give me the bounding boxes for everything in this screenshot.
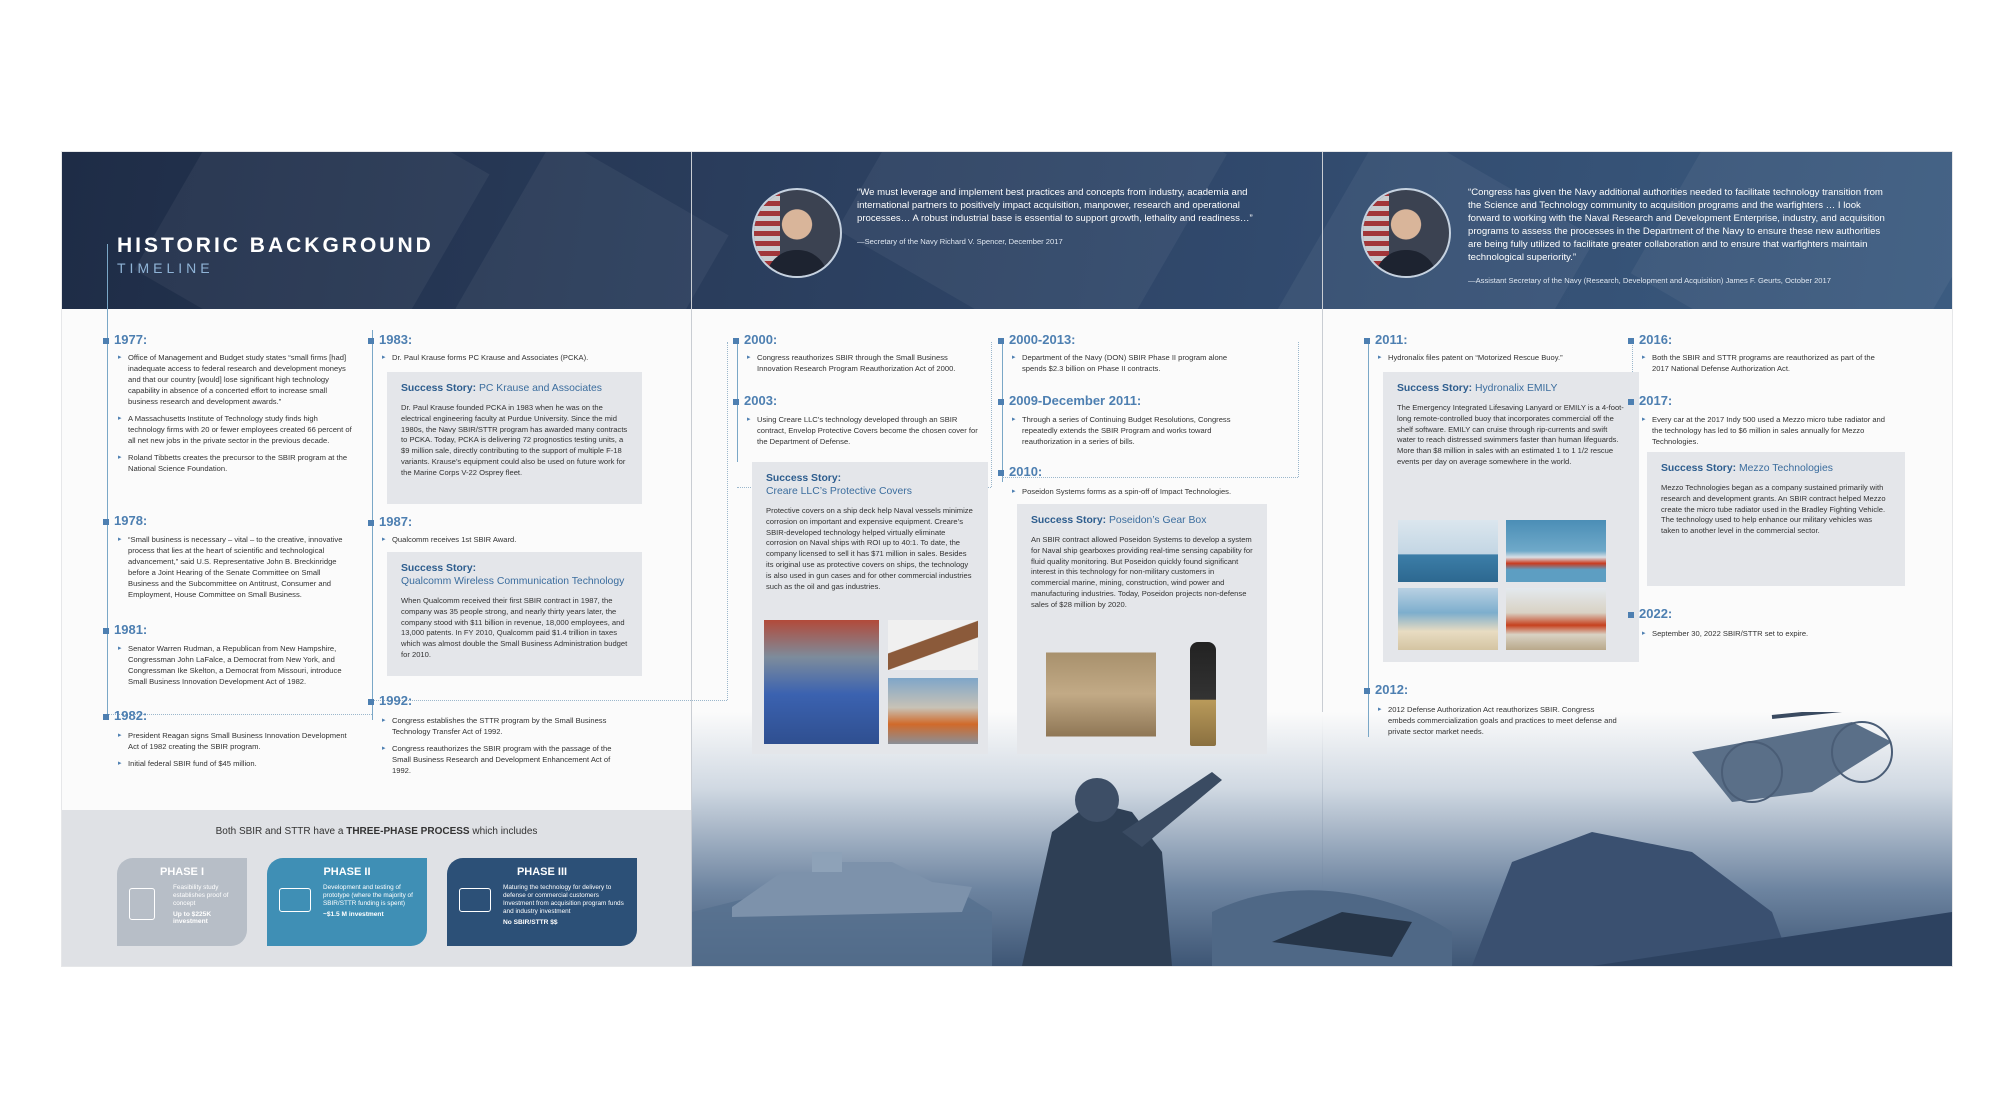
timeline-item: ▸ Initial federal SBIR fund of $45 million. <box>118 758 353 769</box>
year-1977-items <box>118 352 353 480</box>
story-title: Success Story: Hydronalix EMILY <box>1397 383 1558 394</box>
year-2016: 2016: <box>1628 332 1672 347</box>
timeline-connector <box>991 342 992 487</box>
brochure-spread <box>62 152 1952 966</box>
story-body: When Qualcomm received their first SBIR contract in 1987, the company was 35 people strong, and nearly thirty years later, the company stood with $11 billion in revenue, 18,000 employees, and 13,000 patents. In FY 2010, Qualcomm paid $1.4 trillion in taxes which was almost double the Small Business Administration budget for 2010. <box>401 596 628 659</box>
timeline-item: ▸ Dr. Paul Krause forms PC Krause and Associates (PCKA). <box>382 352 627 363</box>
phase-desc: Development and testing of prototype (where the majority of SBIR/STTR funding is spent) <box>323 884 413 907</box>
quote-text: “Congress has given the Navy additional authorities needed to facilitate technology transition from the Science and Technology community to acquisition programs and the warfighters … I look forward to working with the Naval Research and Development Enterprise, industry, and acquisition programs to assess the processes in the Department of the Navy to ensure these new authorities are being fully utilized to facilitate greater collaboration and to ensure that warfighters maintain technological superiority.” <box>1468 187 1885 263</box>
page-title <box>117 234 434 276</box>
devices-icon <box>459 888 491 912</box>
success-story-pcka <box>387 372 642 504</box>
timeline-connector <box>1298 342 1299 477</box>
timeline-connector <box>1002 477 1298 478</box>
timeline-connector <box>372 700 727 701</box>
timeline-item: ▸ Congress reauthorizes the SBIR program with the passage of the Small Business Research and Development Enhancement Act of 1992. <box>382 743 627 776</box>
year-2022: 2022: <box>1628 606 1672 621</box>
timeline-item: ▸ September 30, 2022 SBIR/STTR set to expire. <box>1642 628 1892 639</box>
phase-amount: No SBIR/STTR $$ <box>503 919 558 926</box>
phase-name: PHASE I <box>159 866 204 878</box>
year-1978-items <box>118 534 353 606</box>
year-2011-items <box>1378 352 1618 369</box>
year-2022-items <box>1642 628 1892 645</box>
timeline-item: ▸ Every car at the 2017 Indy 500 used a Mezzo micro tube radiator and the technology has led to $6 million in sales annually for Mezzo Technologies. <box>1642 414 1892 447</box>
year-2012-items <box>1378 704 1618 743</box>
quote-geurts <box>1468 186 1888 287</box>
phase-desc: Maturing the technology for delivery to defense or commercial customers Investment from acquisition program funds and industry investment <box>503 884 624 915</box>
year-2016-items <box>1642 352 1892 380</box>
story-title: Success Story: Poseidon’s Gear Box <box>1031 515 1207 526</box>
success-story-mezzo <box>1647 452 1905 586</box>
gearbox-sensor-photo <box>1046 644 1156 744</box>
timeline-item: ▸ Using Creare LLC’s technology developed through an SBIR contract, Envelop Protective Covers become the chosen cover for the Department of Defense. <box>747 414 982 447</box>
year-1983-items <box>382 352 627 369</box>
portrait-spencer <box>752 188 842 278</box>
year-2011: 2011: <box>1364 332 1408 347</box>
subtitle-text: TIMELINE <box>117 260 214 276</box>
story-body: An SBIR contract allowed Poseidon Systems to develop a system for Naval ship gearboxes providing real-time sensing capability for fluid quality monitoring. But Poseidon quickly found significant interest in this technology for non-military customers in commercial marine, mining, construction, wind power and manufacturing industries. Today, Poseidon projects non-defense sales of $28 million by 2020. <box>1031 535 1253 609</box>
timeline-item: ▸ Congress establishes the STTR program by the Small Business Technology Transfer Act of 1992. <box>382 715 627 737</box>
year-2000: 2000: <box>733 332 777 347</box>
equipment-cover-photo <box>888 678 978 744</box>
year-1978: 1978: <box>103 513 147 528</box>
year-2003-items <box>747 414 982 453</box>
phase-2-card <box>267 858 427 946</box>
year-1981-items <box>118 643 353 693</box>
year-2009-2011: 2009-December 2011: <box>998 393 1141 408</box>
phase-1-card <box>117 858 247 946</box>
success-story-qualcomm <box>387 552 642 676</box>
gun-case-photo <box>888 620 978 670</box>
phase-heading: Both SBIR and STTR have a THREE-PHASE PROCESS which includes <box>215 826 538 837</box>
year-1982-items <box>118 730 353 775</box>
quote-spencer <box>857 186 1257 248</box>
helicopter-rescue-photo <box>1398 520 1498 582</box>
quote-attribution: —Assistant Secretary of the Navy (Research, Development and Acquisition) James F. Geurts, October 2017 <box>1468 276 1831 285</box>
timeline-item: ▸ Both the SBIR and STTR programs are reauthorized as part of the 2017 National Defense Authorization Act. <box>1642 352 1892 374</box>
year-2000-2013: 2000-2013: <box>998 332 1076 347</box>
year-2000-items <box>747 352 982 380</box>
year-2010-items <box>1012 486 1252 503</box>
portrait-geurts <box>1361 188 1451 278</box>
timeline-item: ▸ Congress reauthorizes SBIR through the Small Business Innovation Research Program Reauthorization Act of 2000. <box>747 352 982 374</box>
year-2003: 2003: <box>733 393 777 408</box>
phase-amount: ~$1.5 M investment <box>323 911 384 918</box>
year-1977: 1977: <box>103 332 147 347</box>
year-1992-items <box>382 715 627 782</box>
timeline-line <box>1002 342 1003 482</box>
story-body: Dr. Paul Krause founded PCKA in 1983 when he was on the electrical engineering faculty at Purdue University. Since the mid 1980s, the Navy SBIR/STTR program has awarded many contracts to PCKA. Today, PCKA is delivering 72 prognostics testing units, a $9 million sale, directly contributing to the support of multiple F-18 variants. Krause’s equipment could also be used on future work for the Marine Corps V-22 Osprey fleet. <box>401 403 628 477</box>
year-1981: 1981: <box>103 622 147 637</box>
beach-rescue-photo <box>1398 588 1498 650</box>
phase-3-card <box>447 858 637 946</box>
year-1983: 1983: <box>368 332 412 347</box>
protective-cover-photo <box>764 620 879 744</box>
timeline-item: ▸ 2012 Defense Authorization Act reauthorizes SBIR. Congress embeds commercialization goals and practices to meet defense and private sector market needs. <box>1378 704 1618 737</box>
timeline-item: ▸ Through a series of Continuing Budget Resolutions, Congress repeatedly extends the SBIR Program and works toward reauthorization in a series of bills. <box>1012 414 1252 447</box>
timeline-connector <box>727 342 728 700</box>
story-title: Success Story: Creare LLC’s Protective Covers <box>766 473 912 497</box>
buoy-surf-photo <box>1506 520 1606 582</box>
three-phase-process <box>62 810 691 966</box>
timeline-item: ▸ Office of Management and Budget study states “small firms [had] inadequate access to federal research and development moneys and that our country [would] lose significant high technology capability in absence of a concerted effort to increase small business research and development awards.” <box>118 352 353 407</box>
timeline-line <box>107 244 108 714</box>
timeline-connector <box>108 714 372 715</box>
story-title: Success Story: PC Krause and Associates <box>401 383 603 394</box>
timeline-item: ▸ Senator Warren Rudman, a Republican from New Hampshire, Congressman John LaFalce, a Democrat from New York, and Congressman Ike Skelton, a Democrat from Missouri, introduce Small Business Innovation Development Act of 1982. <box>118 643 353 687</box>
story-body: Protective covers on a ship deck help Naval vessels minimize corrosion on important and expensive equipment. Creare’s SBIR-developed technology helped virtually eliminate corrosion on Naval ships with ROI up to 40:1. To date, the company licensed to sell it has $71 million in sales. Besides its original use as protective covers on ships, the technology is also used in gun cases and for other commercial industries such as the oil and gas industries. <box>766 506 973 591</box>
story-title: Success Story: Qualcomm Wireless Communication Technology <box>401 563 625 587</box>
story-body: The Emergency Integrated Lifesaving Lanyard or EMILY is a 4-foot-long remote-controlled buoy that incorporates commercial off the shelf software. EMILY can cruise through rip-currents and swift water to reach distressed swimmers faster than human lifeguards. More than $8 million in sales with an estimated 1 to 1 1/2 rescue events per day on average somewhere in the world. <box>1397 403 1624 466</box>
quote-attribution: —Secretary of the Navy Richard V. Spencer, December 2017 <box>857 237 1063 246</box>
timeline-item: ▸ Qualcomm receives 1st SBIR Award. <box>382 534 627 545</box>
year-2012: 2012: <box>1364 682 1408 697</box>
monitor-icon <box>279 888 311 912</box>
timeline-item: ▸ A Massachusetts Institute of Technology study finds high technology firms with 20 or fewer employees created 66 percent of all net new jobs in the private sector in the previous decade. <box>118 413 353 446</box>
timeline-item: ▸ “Small business is necessary – vital – to the creative, innovative process that lies at the heart of scientific and technological advancement,” said U.S. Representative John B. Breckinridge before a Joint Hearing of the Senate Committee on Small Business and the Subcommittee on Antitrust, Consumer and Employment, House Committee on Small Business. <box>118 534 353 600</box>
year-2009-2011-items <box>1012 414 1252 453</box>
phase-name: PHASE II <box>323 866 371 878</box>
year-2017: 2017: <box>1628 393 1672 408</box>
quote-text: “We must leverage and implement best practices and concepts from industry, academia and international partners to positively impact acquisition, manpower, research and operational processes… A robust industrial base is essential to support growth, lethality and readiness…” <box>857 187 1253 224</box>
timeline-item: ▸ President Reagan signs Small Business Innovation Development Act of 1982 creating the SBIR program. <box>118 730 353 752</box>
clipboard-icon <box>129 888 155 920</box>
year-2010: 2010: <box>998 464 1042 479</box>
story-body: Mezzo Technologies began as a company sustained primarily with research and development grants. An SBIR contract helped Mezzo create the micro tube radiator used in the Bradley Fighting Vehicle. The technology used to help enhance our military vehicles was taken to another level in the commercial sector. <box>1661 483 1886 536</box>
phase-desc: Feasibility study establishes proof of concept <box>173 884 229 907</box>
year-1992: 1992: <box>368 693 412 708</box>
year-2017-items <box>1642 414 1892 453</box>
phase-amount: Up to $225K investment <box>173 911 212 925</box>
year-1987: 1987: <box>368 514 412 529</box>
fluid-sensor-photo <box>1190 642 1216 746</box>
timeline-item: ▸ Roland Tibbetts creates the precursor to the SBIR program at the National Science Foundation. <box>118 452 353 474</box>
story-title: Success Story: Mezzo Technologies <box>1661 463 1833 474</box>
phase-name: PHASE III <box>516 866 568 878</box>
timeline-item: ▸ Department of the Navy (DON) SBIR Phase II program alone spends $2.3 billion on Phase II contracts. <box>1012 352 1252 374</box>
timeline-line <box>1368 342 1369 737</box>
emily-buoy-photo <box>1506 588 1606 650</box>
header-banner <box>62 152 1952 309</box>
timeline-item: ▸ Poseidon Systems forms as a spin-off of Impact Technologies. <box>1012 486 1252 497</box>
year-1982: 1982: <box>103 708 147 723</box>
timeline-item: ▸ Hydronalix files patent on “Motorized Rescue Buoy.” <box>1378 352 1618 363</box>
year-2000-2013-items <box>1012 352 1252 380</box>
title-text: HISTORIC BACKGROUND <box>117 234 434 257</box>
year-1987-items <box>382 534 627 551</box>
